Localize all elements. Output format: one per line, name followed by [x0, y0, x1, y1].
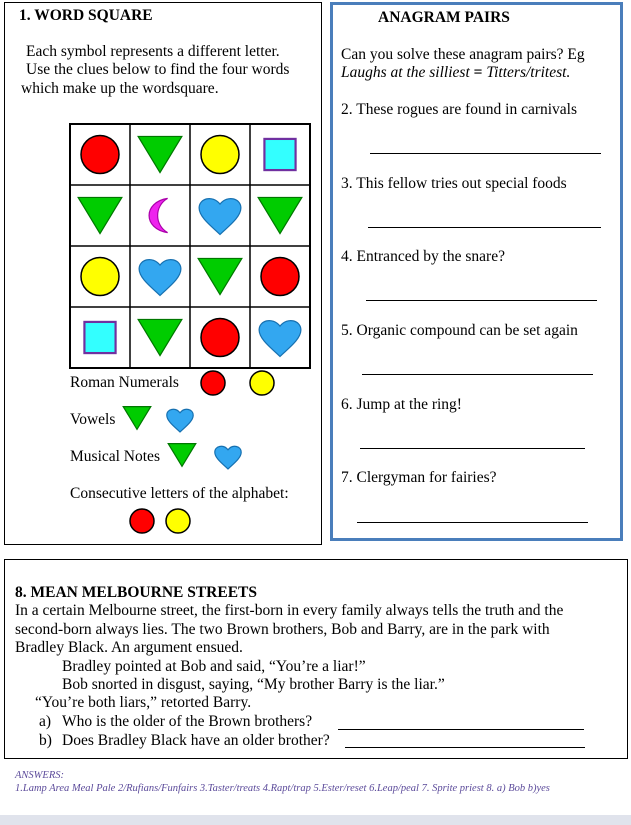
red-circle-icon [201, 371, 225, 395]
clue-vowels: Vowels [70, 411, 116, 428]
melbourne-paragraph-1: In a certain Melbourne street, the first-born in every family always tells the truth and the [15, 602, 564, 619]
melbourne-dialogue-3: “You’re both liars,” retorted Barry. [35, 694, 252, 711]
green-triangle-icon [138, 319, 182, 355]
blue-heart-icon [139, 260, 181, 296]
page-footer-bar [0, 815, 631, 825]
anagram-question-7: 7. Clergyman for fairies? [341, 469, 497, 486]
word-square-intro-1: Each symbol represents a different letter. [26, 43, 280, 60]
red-circle-icon [81, 136, 119, 174]
green-triangle-icon [78, 197, 122, 233]
red-circle-icon [201, 319, 239, 357]
magenta-crescent-icon [149, 198, 168, 232]
anagram-question-2: 2. These rogues are found in carnivals [341, 101, 578, 118]
word-square-intro-3: which make up the wordsquare. [21, 80, 219, 97]
cyan-square-icon [264, 139, 295, 170]
answer-line-5[interactable] [362, 374, 593, 375]
anagram-title: ANAGRAM PAIRS [378, 9, 510, 26]
green-triangle-icon [198, 258, 242, 294]
yellow-circle-icon [201, 136, 239, 174]
clue-musical-notes: Musical Notes [70, 448, 160, 465]
green-triangle-icon [123, 407, 151, 430]
green-triangle-icon [138, 136, 182, 172]
clue-roman-numerals: Roman Numerals [70, 374, 179, 391]
melbourne-question-a: Who is the older of the Brown brothers? [62, 713, 313, 730]
answers-heading: ANSWERS: [15, 770, 64, 781]
green-triangle-icon [168, 444, 196, 467]
answer-line-6[interactable] [360, 448, 585, 449]
anagram-question-5: 5. Organic compound can be set again [341, 322, 578, 339]
red-circle-icon [261, 258, 299, 296]
melbourne-question-b-letter: b) [39, 732, 52, 749]
anagram-pairs-panel [330, 2, 623, 541]
melbourne-dialogue-1: Bradley pointed at Bob and said, “You’re a liar!” [62, 658, 366, 675]
word-square-grid [0, 0, 330, 545]
anagram-example-equals: = [469, 64, 487, 81]
answer-line-3[interactable] [368, 227, 601, 228]
answer-line-8b[interactable] [345, 747, 585, 748]
yellow-circle-icon [250, 371, 274, 395]
word-square-title: 1. WORD SQUARE [19, 7, 153, 24]
anagram-question-4: 4. Entranced by the snare? [341, 248, 505, 265]
green-triangle-icon [258, 197, 302, 233]
clue-consecutive-letters: Consecutive letters of the alphabet: [70, 485, 289, 502]
anagram-example-clue: Laughs at the silliest [341, 64, 470, 81]
anagram-question-6: 6. Jump at the ring! [341, 396, 462, 413]
cyan-square-icon [84, 322, 115, 353]
anagram-example [341, 64, 570, 82]
anagram-intro: Can you solve these anagram pairs? Eg [341, 46, 585, 63]
answers-text: 1.Lamp Area Meal Pale 2/Rufians/Funfairs 3.Taster/treats 4.Rapt/trap 5.Ester/reset 6.Leap/peal 7. Sprite priest 8. a) Bob b)yes [15, 783, 550, 794]
blue-heart-icon [259, 321, 301, 357]
blue-heart-icon [167, 409, 193, 432]
blue-heart-icon [215, 446, 241, 469]
melbourne-question-b: Does Bradley Black have an older brother? [62, 732, 330, 749]
melbourne-paragraph-2: second-born always lies. The two Brown brothers, Bob and Barry, are in the park with [15, 621, 550, 638]
answer-line-7[interactable] [357, 522, 588, 523]
word-square-intro-2: Use the clues below to find the four words [26, 61, 290, 78]
answer-line-8a[interactable] [338, 729, 584, 730]
melbourne-title: 8. MEAN MELBOURNE STREETS [15, 584, 258, 601]
anagram-example-answer: Titters/tritest. [486, 64, 571, 81]
red-circle-icon [130, 509, 154, 533]
melbourne-paragraph-3: Bradley Black. An argument ensued. [15, 639, 243, 656]
melbourne-dialogue-2: Bob snorted in disgust, saying, “My brother Barry is the liar.” [62, 676, 445, 693]
melbourne-question-a-letter: a) [39, 713, 52, 730]
anagram-question-3: 3. This fellow tries out special foods [341, 175, 567, 192]
answer-line-4[interactable] [366, 300, 597, 301]
yellow-circle-icon [166, 509, 190, 533]
yellow-circle-icon [81, 258, 119, 296]
answer-line-2[interactable] [370, 153, 601, 154]
blue-heart-icon [199, 199, 241, 235]
